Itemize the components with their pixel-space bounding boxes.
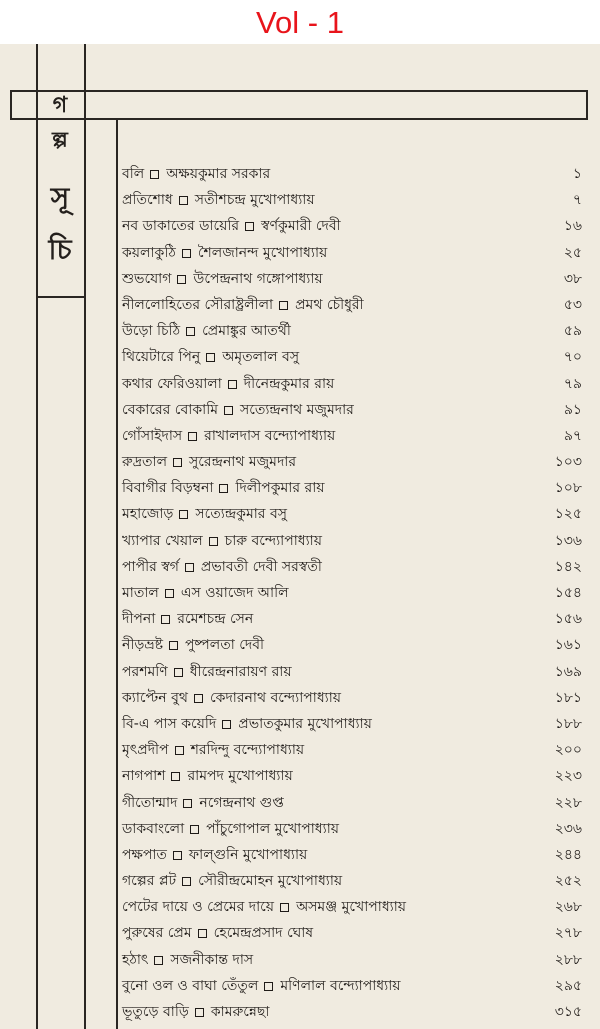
- page-number: ১৬১: [554, 637, 582, 654]
- story-author: দীনেন্দ্রকুমার রায়: [243, 375, 335, 392]
- story-author: মণিলাল বন্দ্যোপাধ্যায়: [280, 977, 401, 994]
- page-number: ৩১৫: [554, 1004, 582, 1020]
- heading-char: গ: [52, 93, 68, 118]
- page-number: ৫৯: [563, 323, 582, 340]
- story-author: পুষ্পলতা দেবী: [185, 637, 265, 654]
- toc-entry: [122, 711, 582, 737]
- story-author: সত্যেন্দ্রনাথ মজুমদার: [239, 401, 354, 418]
- frame-second-rule: [10, 118, 588, 120]
- story-author: কেদারনাথ বন্দ্যোপাধ্যায়: [209, 689, 342, 706]
- story-title: কথার ফেরিওয়ালা: [122, 375, 222, 392]
- page-number: ১: [572, 166, 582, 182]
- toc-entry: [122, 894, 582, 920]
- story-title: নীড়ভ্রষ্ট: [122, 637, 164, 654]
- story-title: গল্পের প্লট: [122, 873, 177, 890]
- story-author: সুরেন্দ্রনাথ মজুমদার: [189, 454, 297, 471]
- toc-entry: [122, 318, 582, 344]
- frame-inner-vertical: [84, 44, 86, 1029]
- toc-entry: [122, 292, 582, 318]
- square-box-icon: [182, 877, 191, 886]
- story-author: অক্ষয়কুমার সরকার: [166, 166, 271, 182]
- square-box-icon: [173, 851, 182, 860]
- square-box-icon: [174, 668, 183, 677]
- page-number: ১৮৮: [554, 715, 582, 732]
- square-box-icon: [175, 746, 184, 755]
- page-number: ২৩৬: [554, 820, 582, 837]
- story-author: শরদিন্দু বন্দ্যোপাধ্যায়: [190, 742, 305, 759]
- page-number: ১৫৪: [554, 585, 582, 601]
- story-title: হঠাৎ: [122, 951, 149, 968]
- page-number: ১২৫: [554, 506, 582, 523]
- page-number: ৭০: [563, 349, 582, 366]
- square-box-icon: [185, 563, 194, 572]
- toc-entry: [122, 449, 582, 475]
- page-number: ২৭৮: [554, 925, 582, 942]
- page-number: ৯১: [563, 401, 582, 418]
- square-box-icon: [279, 301, 288, 310]
- story-author: হেমেন্দ্রপ্রসাদ ঘোষ: [213, 925, 314, 942]
- toc-entry: [122, 737, 582, 763]
- story-title: মাতাল: [122, 585, 159, 601]
- page-number: ১৫৬: [554, 611, 582, 628]
- page-number: ২৮৮: [554, 951, 582, 968]
- story-title: বিবাগীর বিড়ম্বনা: [122, 480, 214, 497]
- page-number: ২৫: [563, 244, 582, 261]
- page-number: ২২৮: [554, 794, 582, 811]
- story-title: প্রতিশোধ: [122, 192, 173, 209]
- square-box-icon: [165, 589, 174, 598]
- frame-top-rule: [10, 90, 588, 92]
- story-title: মৃৎপ্রদীপ: [122, 742, 169, 759]
- page-number: ১৩৬: [554, 532, 582, 549]
- page-number: ২০০: [554, 742, 582, 759]
- story-title: ডাকবাংলো: [122, 820, 185, 837]
- square-box-icon: [188, 432, 197, 441]
- story-title: বুনো ওল ও বাঘা তেঁতুল: [122, 977, 259, 994]
- story-title: গোঁসাইদাস: [122, 427, 183, 444]
- frame-left-vertical: [36, 44, 38, 1029]
- section-heading: [42, 90, 78, 295]
- heading-char: চি: [48, 233, 72, 266]
- square-box-icon: [228, 380, 237, 389]
- toc-entry: [122, 528, 582, 554]
- story-author: প্রভাবতী দেবী সরস্বতী: [200, 558, 322, 575]
- toc-entry: [122, 659, 582, 685]
- square-box-icon: [209, 537, 218, 546]
- square-box-icon: [161, 615, 170, 624]
- story-title: রুদ্রতাল: [122, 454, 168, 471]
- toc-entry: [122, 999, 582, 1025]
- story-author: প্রভাতকুমার মুখোপাধ্যায়: [238, 715, 372, 732]
- toc-entry: [122, 423, 582, 449]
- heading-char: সূ: [50, 181, 70, 214]
- toc-entry: [122, 240, 582, 266]
- frame-title-bottom: [36, 296, 86, 298]
- square-box-icon: [219, 484, 228, 493]
- toc-entry: [122, 632, 582, 658]
- toc-entry: [122, 554, 582, 580]
- story-title: গীতোন্মাদ: [122, 794, 178, 811]
- story-author: দিলীপকুমার রায়: [235, 480, 325, 497]
- story-title: খ্যাপার খেয়াল: [122, 532, 203, 549]
- story-author: শৈলজানন্দ মুখোপাধ্যায়: [197, 244, 328, 261]
- story-author: ধীরেন্দ্রনারায়ণ রায়: [189, 663, 292, 680]
- toc-entry: [122, 920, 582, 946]
- toc-entry: [122, 580, 582, 606]
- story-title: নব ডাকাতের ডায়েরি: [122, 218, 240, 235]
- page-number: ২৯৫: [554, 977, 582, 994]
- toc-entry: [122, 973, 582, 999]
- page-number: ৩৮: [563, 270, 582, 287]
- frame-column-rule: [116, 118, 118, 1029]
- page-number: ১০৮: [554, 480, 582, 497]
- square-box-icon: [150, 170, 159, 179]
- toc-entry: [122, 685, 582, 711]
- page-number: ৯৭: [563, 427, 582, 444]
- story-title: নাগপাশ: [122, 768, 166, 785]
- page-number: ১৮১: [554, 689, 582, 706]
- story-author: প্রমথ চৌধুরী: [295, 296, 364, 313]
- page-number: ১৬: [563, 218, 582, 235]
- story-title: বলি: [122, 166, 145, 182]
- story-author: নগেন্দ্রনাথ গুপ্ত: [199, 794, 284, 811]
- square-box-icon: [206, 353, 215, 362]
- square-box-icon: [169, 641, 178, 650]
- story-title: মহাজোড়: [122, 506, 174, 523]
- volume-title: Vol - 1: [256, 5, 344, 40]
- toc-entry: [122, 842, 582, 868]
- square-box-icon: [171, 772, 180, 781]
- toc-entry: [122, 213, 582, 239]
- page-number: ২৫২: [554, 873, 582, 890]
- square-box-icon: [222, 720, 231, 729]
- toc-entry: [122, 475, 582, 501]
- story-title: কয়লাকুঠি: [122, 244, 176, 261]
- page-number: ১৬৯: [554, 663, 582, 680]
- square-box-icon: [182, 249, 191, 258]
- toc-entry: [122, 266, 582, 292]
- story-author: সৌরীন্দ্রমোহন মুখোপাধ্যায়: [198, 873, 343, 890]
- toc-entry: [122, 790, 582, 816]
- page-number: ৭৯: [563, 375, 582, 392]
- story-author: এস ওয়াজেদ আলি: [180, 585, 289, 601]
- story-title: ক্যাপ্টেন বুথ: [122, 689, 188, 706]
- story-title: বেকারের বোকামি: [122, 401, 218, 418]
- story-title: পেটের দায়ে ও প্রেমের দায়ে: [122, 899, 275, 916]
- story-title: ভূতুড়ে বাড়ি: [122, 1004, 189, 1020]
- square-box-icon: [194, 694, 203, 703]
- square-box-icon: [190, 825, 199, 834]
- square-box-icon: [198, 929, 207, 938]
- story-author: রাখালদাস বন্দ্যোপাধ্যায়: [204, 427, 336, 444]
- story-author: সত্যেন্দ্রকুমার বসু: [195, 506, 287, 523]
- toc-entry: [122, 501, 582, 527]
- page-number: ২২৩: [554, 768, 582, 785]
- toc-entry: [122, 187, 582, 213]
- page-number: ২৪৪: [554, 846, 582, 863]
- story-title: বি-এ পাস কয়েদি: [122, 715, 217, 732]
- square-box-icon: [154, 956, 163, 965]
- story-title: পরশমণি: [122, 663, 168, 680]
- square-box-icon: [186, 327, 195, 336]
- story-author: রামপদ মুখোপাধ্যায়: [187, 768, 293, 785]
- toc-entry: [122, 606, 582, 632]
- story-title: পক্ষপাত: [122, 846, 167, 863]
- square-box-icon: [280, 903, 289, 912]
- square-box-icon: [177, 275, 186, 284]
- toc-entry: [122, 947, 582, 973]
- toc-entry: [122, 344, 582, 370]
- story-author: সজনীকান্ত দাস: [170, 951, 254, 968]
- heading-char: ল্প: [52, 128, 68, 153]
- story-author: অমৃতলাল বসু: [222, 349, 300, 366]
- story-title: থিয়েটারে পিনু: [122, 349, 201, 366]
- frame-right-edge: [586, 90, 588, 120]
- story-author: উপেন্দ্রনাথ গঙ্গোপাধ্যায়: [193, 270, 323, 287]
- square-box-icon: [195, 1008, 204, 1017]
- story-author: প্রেমাঙ্কুর আতর্থী: [202, 323, 291, 340]
- square-box-icon: [183, 799, 192, 808]
- book-page: [0, 44, 600, 1029]
- square-box-icon: [173, 458, 182, 467]
- toc-entry: [122, 868, 582, 894]
- story-author: রমেশচন্দ্র সেন: [177, 611, 254, 628]
- contents-list: [122, 161, 582, 1025]
- page-number: ১০৩: [554, 454, 582, 471]
- square-box-icon: [245, 222, 254, 231]
- story-author: অসমঞ্জ মুখোপাধ্যায়: [296, 899, 407, 916]
- story-author: পাঁচুগোপাল মুখোপাধ্যায়: [206, 820, 340, 837]
- page-number: ৭: [572, 192, 582, 209]
- square-box-icon: [264, 982, 273, 991]
- toc-entry: [122, 763, 582, 789]
- toc-entry: [122, 161, 582, 187]
- story-author: চারু বন্দ্যোপাধ্যায়: [224, 532, 322, 549]
- toc-entry: [122, 371, 582, 397]
- toc-entry: [122, 816, 582, 842]
- story-title: দীপনা: [122, 611, 156, 628]
- page-number: ৫৩: [563, 296, 582, 313]
- story-author: স্বর্ণকুমারী দেবী: [261, 218, 341, 235]
- story-title: পাপীর স্বর্গ: [122, 558, 179, 575]
- toc-entry: [122, 397, 582, 423]
- story-title: পুরুষের প্রেম: [122, 925, 192, 942]
- story-author: ফাল্গুনি মুখোপাধ্যায়: [188, 846, 308, 863]
- story-author: কামরুন্নেছা: [210, 1004, 270, 1020]
- square-box-icon: [179, 510, 188, 519]
- story-title: শুভযোগ: [122, 270, 172, 287]
- story-title: নীললোহিতের সৌরাষ্ট্রলীলা: [122, 296, 274, 313]
- square-box-icon: [224, 406, 233, 415]
- story-title: উড়ো চিঠি: [122, 323, 181, 340]
- page-number: ২৬৮: [554, 899, 582, 916]
- header: [0, 0, 600, 44]
- story-author: সতীশচন্দ্র মুখোপাধ্যায়: [194, 192, 315, 209]
- frame-left-edge: [10, 90, 12, 120]
- square-box-icon: [179, 196, 188, 205]
- page-number: ১৪২: [554, 558, 582, 575]
